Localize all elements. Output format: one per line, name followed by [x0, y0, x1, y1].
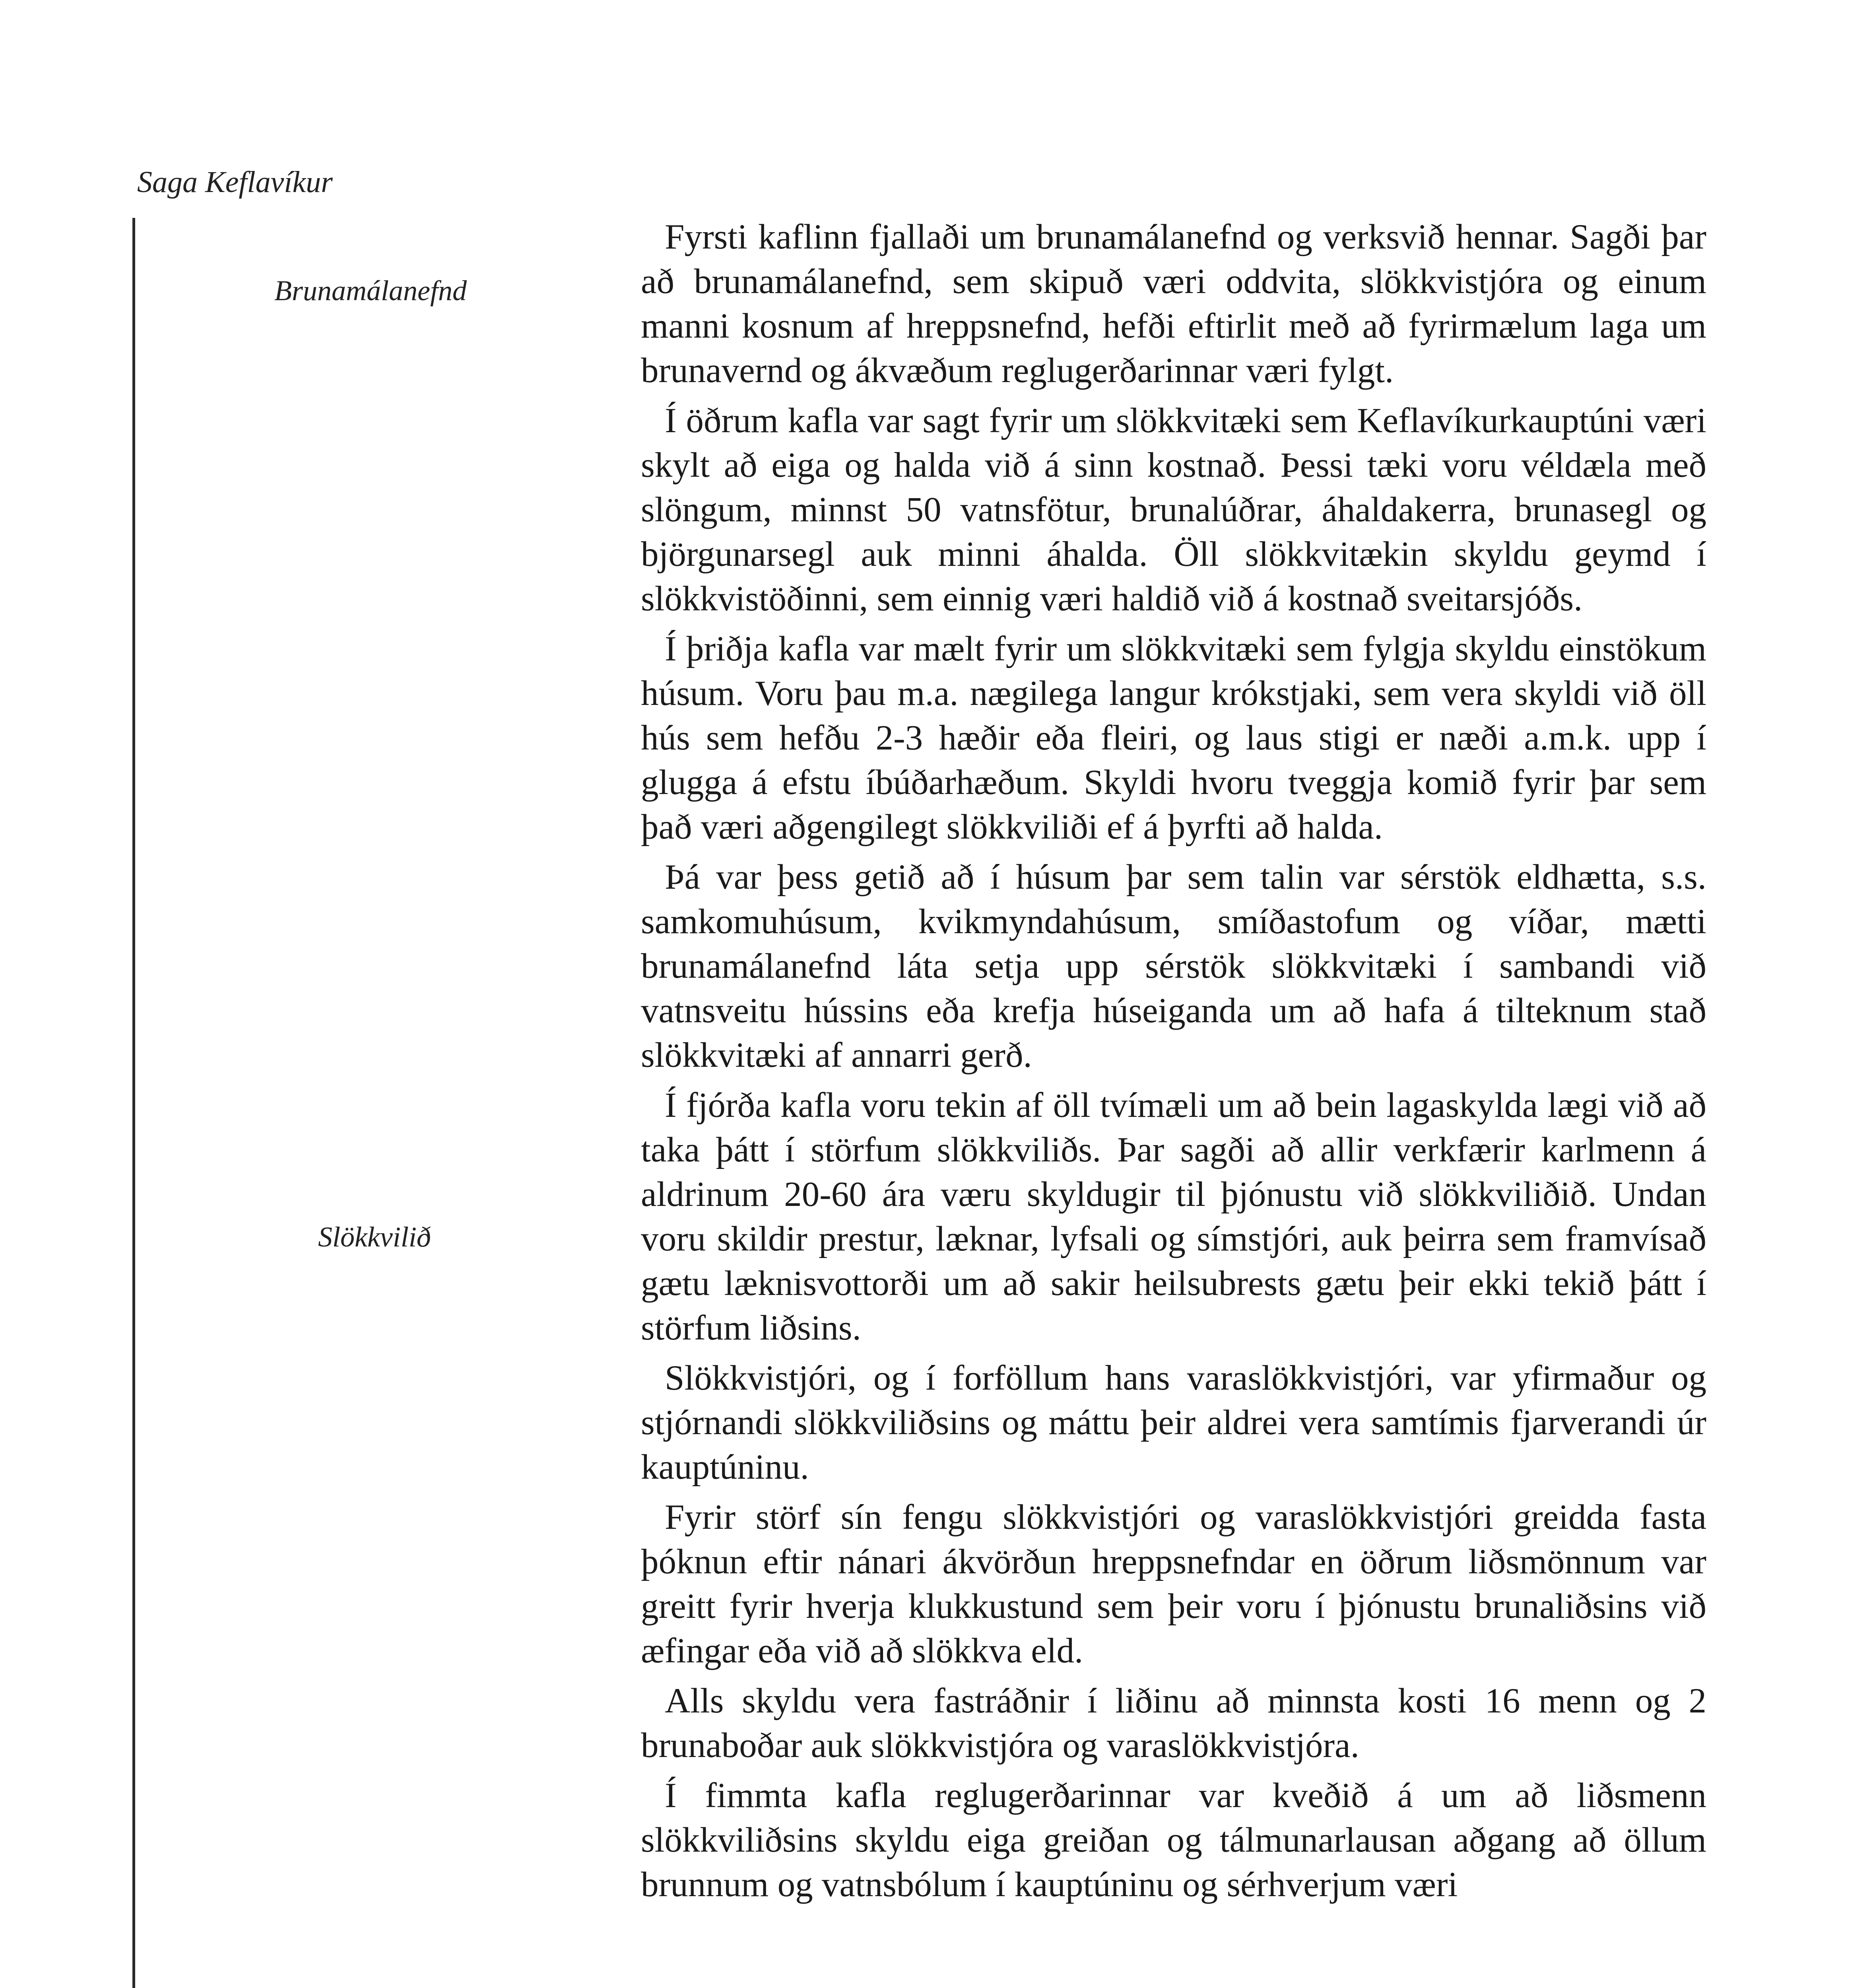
paragraph-1: Fyrsti kaflinn fjallaði um brunamálanefnd og verksvið hennar. Sagði þar að brunamálanefnd, sem skipuð væri oddvita, slökkvistjóra og einum manni kosnum af hreppsnefnd, hefði eftirlit með að fyrirmælum laga um brunavernd og ákvæðum reglugerðarinnar væri fylgt. — [641, 217, 1706, 390]
paragraph-5: Í fjórða kafla voru tekin af öll tvímæli um að bein lagaskylda lægi við að taka þátt í störfum slökkviliðs. Þar sagði að allir verkfærir karlmenn á aldrinum 20-60 ára væru skyldugir til þjónustu við slökkviliðið. Undan voru skildir prestur, læknar, lyfsali og símstjóri, auk þeirra sem framvísað gætu læknisvottorði um að sakir heilsubrests gætu þeir ekki tekið þátt í störfum liðsins. — [641, 1086, 1706, 1347]
paragraph-7: Fyrir störf sín fengu slökkvistjóri og varaslökkvistjóri greidda fasta þóknun eftir nánari ákvörðun hreppsnefndar en öðrum liðsmönnum var greitt fyrir hverja klukkustund sem þeir voru í þjónustu brunaliðsins við æfingar eða við að slökkva eld. — [641, 1498, 1706, 1670]
paragraph-4: Þá var þess getið að í húsum þar sem talin var sérstök eldhætta, s.s. samkomuhúsum, kvikmyndahúsum, smíðastofum og víðar, mætti brunamálanefnd láta setja upp sérstök slökkvitæki í sambandi við vatnsveitu hússins eða krefja húseiganda um að hafa á tilteknum stað slökkvitæki af annarri gerð. — [641, 858, 1706, 1075]
paragraph-6: Slökkvistjóri, og í forföllum hans varaslökkvistjóri, var yfirmaður og stjórnandi slökkviliðsins og máttu þeir aldrei vera samtímis fjarverandi úr kauptúninu. — [641, 1359, 1706, 1487]
paragraph-8: Alls skyldu vera fastráðnir í liðinu að minnsta kosti 16 menn og 2 brunaboðar auk slökkvistjóra og varaslökkvistjóra. — [641, 1681, 1706, 1765]
margin-rule — [132, 218, 135, 1988]
margin-note-slokkvilid: Slökkvilið — [318, 1221, 431, 1253]
running-title: Saga Keflavíkur — [137, 165, 333, 199]
paragraph-2: Í öðrum kafla var sagt fyrir um slökkvitæki sem Keflavíkurkauptúni væri skylt að eiga og halda við á sinn kostnað. Þessi tæki voru véldæla með slöngum, minnst 50 vatnsfötur, brunalúðrar, áhaldakerra, brunasegl og björgunarsegl auk minni áhalda. Öll slökkvitækin skyldu geymd í slökkvistöðinni, sem einnig væri haldið við á kostnað sveitarsjóðs. — [641, 401, 1706, 618]
paragraph-3: Í þriðja kafla var mælt fyrir um slökkvitæki sem fylgja skyldu einstökum húsum. Voru þau m.a. nægilega langur krókstjaki, sem vera skyldi við öll hús sem hefðu 2-3 hæðir eða fleiri, og laus stigi er næði a.m.k. upp í glugga á efstu íbúðarhæðum. Skyldi hvoru tveggja komið fyrir þar sem það væri aðgengilegt slökkviliði ef á þyrfti að halda. — [641, 629, 1706, 846]
margin-note-brunamalanefnd: Brunamálanefnd — [274, 275, 467, 307]
paragraph-9: Í fimmta kafla reglugerðarinnar var kveðið á um að liðsmenn slökkviliðsins skyldu eiga greiðan og tálmunarlausan aðgang að öllum brunnum og vatnsbólum í kauptúninu og sérhverjum væri — [641, 1776, 1706, 1904]
body-text — [641, 215, 1706, 1912]
